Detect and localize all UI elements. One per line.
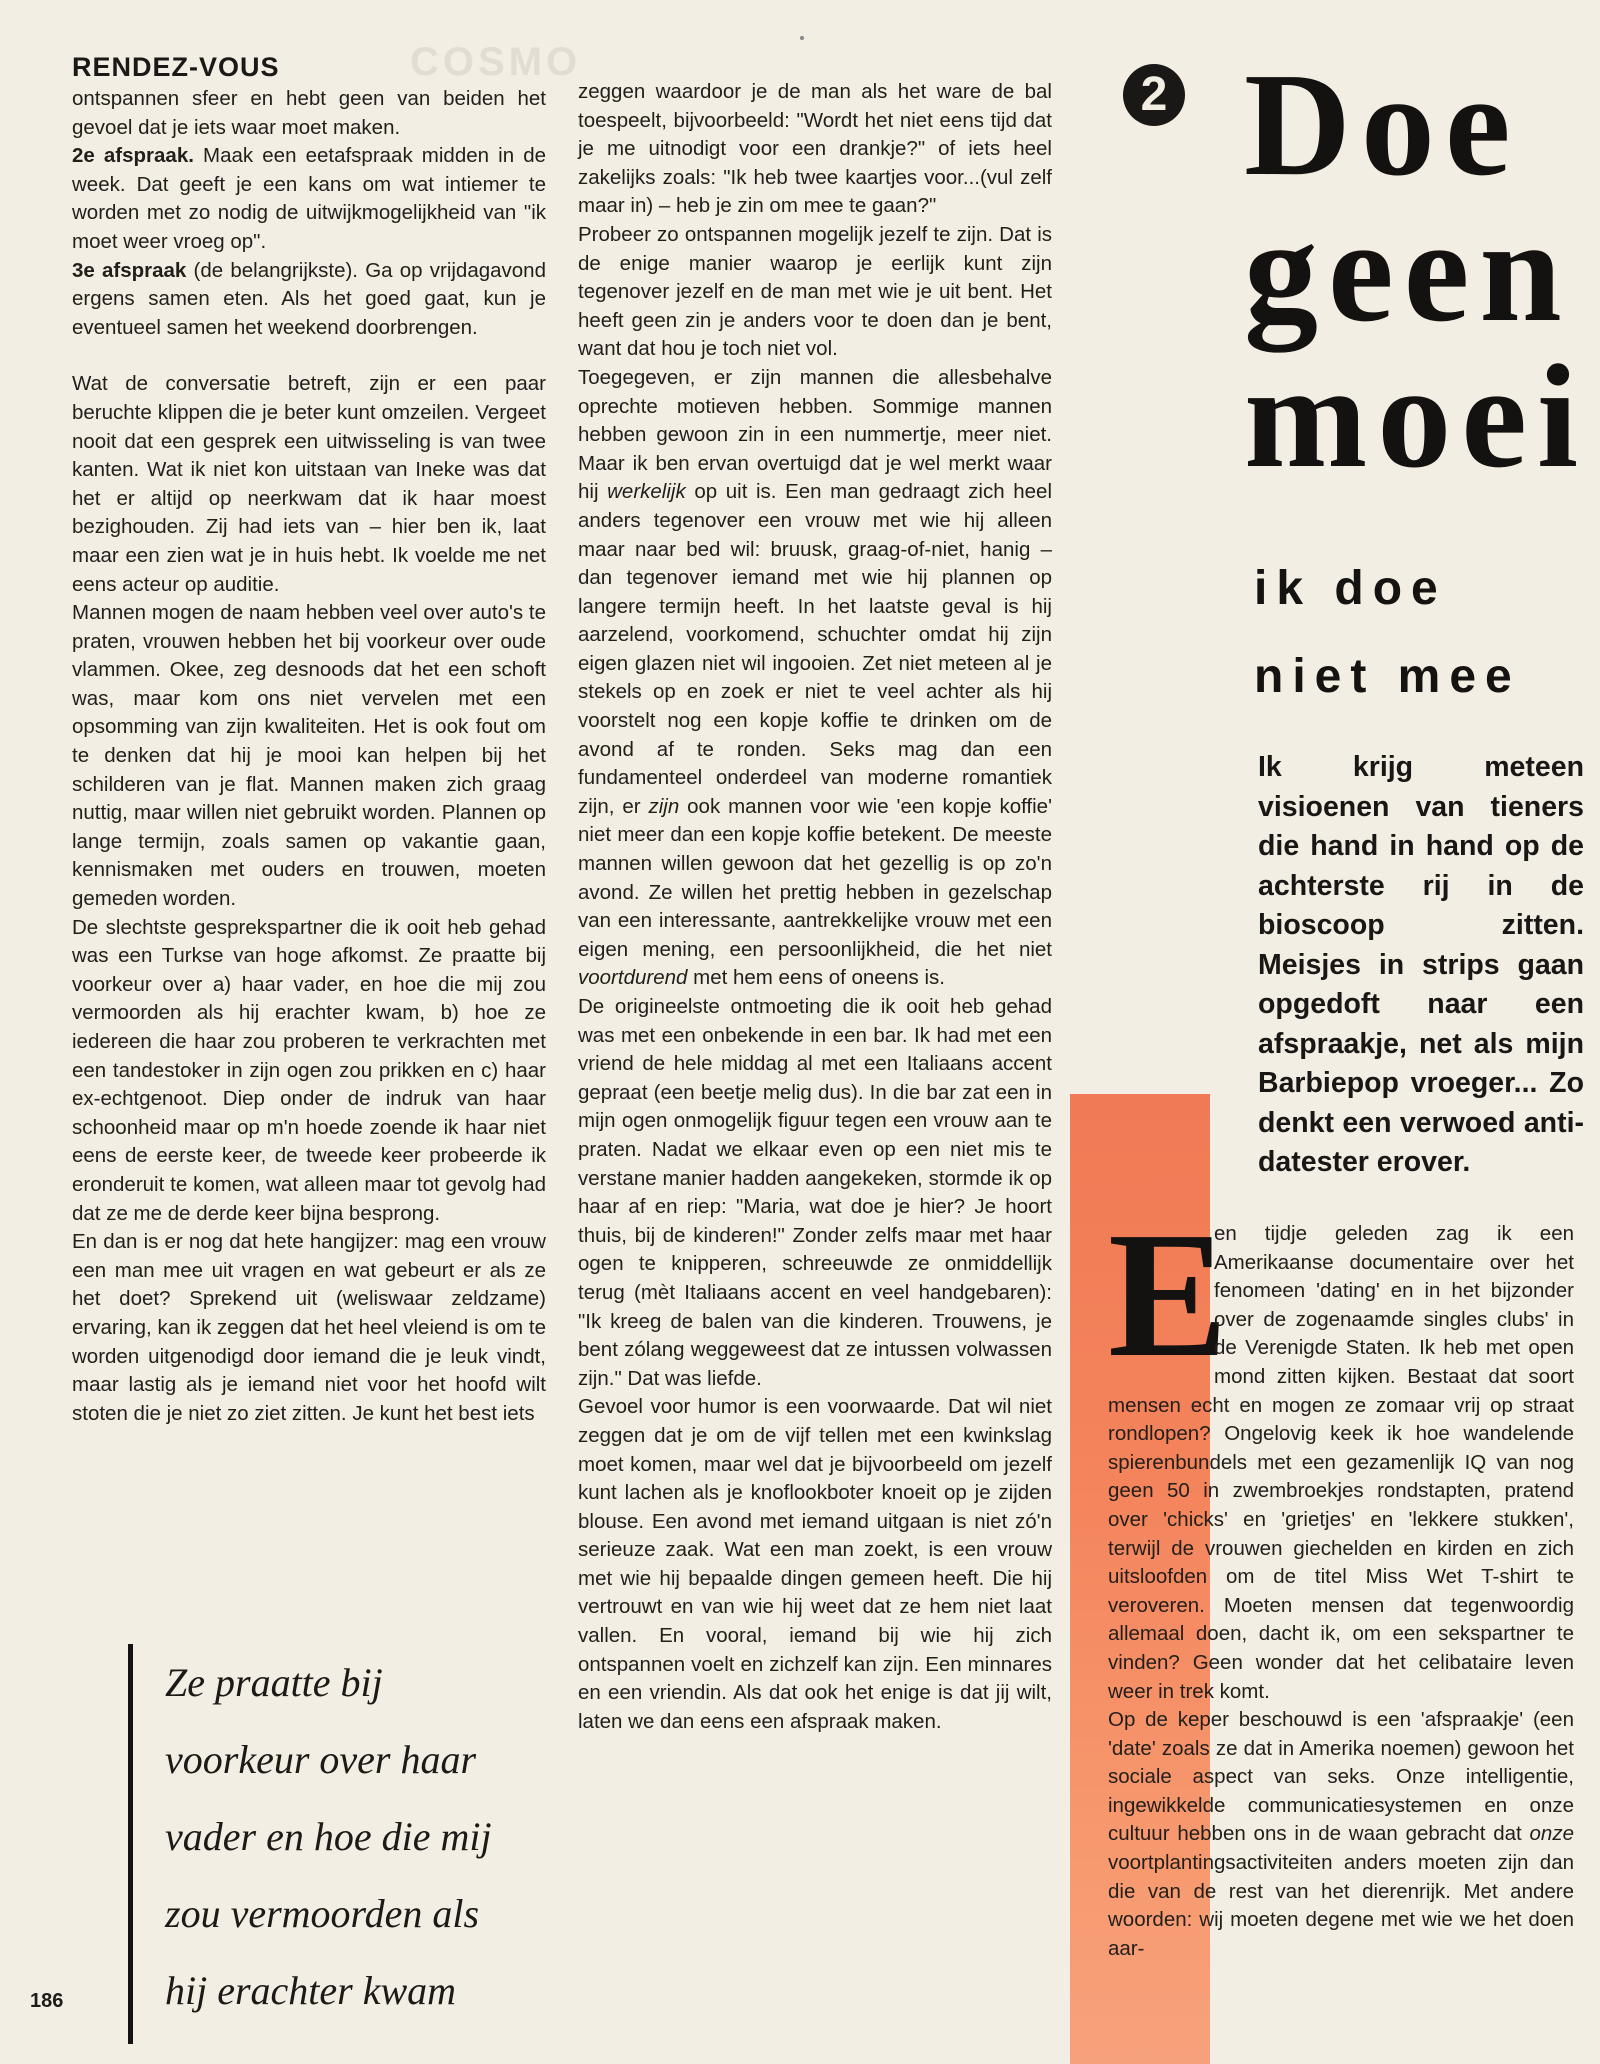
paragraph: zeggen waardoor je de man als het ware de bal toespeelt, bijvoorbeeld: "Wordt het niet eens tijd dat je me uitnodigt voor een drankje?" of iets heel zakelijks zoals: "Ik heb twee kaartjes voor...(vul zelf maar in) – heb je zin om mee te gaan?": [578, 80, 1052, 218]
title-line: moei: [1244, 335, 1589, 499]
pull-quote-line: hij erachter kwam: [165, 1968, 457, 2013]
paragraph-text: voortplantingsactiviteiten anders moeten zijn dan die van de rest van het dierenrijk. Met andere woorden: wij moeten degene met wie we het doen aar-: [1108, 1851, 1574, 1960]
emphasis: voortdurend: [578, 966, 688, 990]
column-2: [578, 78, 1052, 1736]
ghost-header: COSMO: [410, 40, 582, 84]
paragraph: De origineelste ontmoeting die ik ooit heb gehad was met een onbekende in een bar. Ik had met een vriend de hele middag al met een Italiaans accent gepraat (een beetje melig dus). In die bar zat een in mijn ogen onmogelijk figuur tegen een vrouw aan te praten. Nadat we elkaar even op een niet mis te verstane manier hadden aangekeken, stormde ik op haar af en riep: "Maria, wat doe je hier? Je hoort thuis, bij de kinderen!" Zonder zelfs maar met haar ogen te knipperen, schreeuwde ze onmiddellijk terug (mèt Italiaans accent en veel handgebaren): "Ik kreeg de balen van die kinderen. Trouwens, je bent zólang weggeweest dat ze intussen volwassen zijn." Dat was liefde.: [578, 995, 1052, 1390]
emphasis: zijn: [648, 794, 680, 818]
subtitle-line: ik doe: [1254, 562, 1447, 615]
page-number: 186: [30, 1990, 64, 2012]
title-line: geen: [1244, 189, 1572, 353]
paragraph-text: Maak een eetafspraak midden in de week. Dat geeft je een kans om wat intiemer te worden met zo nodig de uitwijkmogelijkheid van "ik moet weer vroeg op".: [72, 144, 546, 253]
column-1: [72, 85, 546, 1428]
paragraph-text: ook mannen voor wie 'een kopje koffie' niet meer dan een kopje koffie betekent. De meeste mannen willen gewoon dat het gezellig is op zo'n avond. Ze willen het prettig hebben in gezelschap van een interessante, aantrekkelijke vrouw met een eigen mening, een persoonlijkheid, die het niet: [578, 794, 1052, 961]
lead-label: 3e afspraak: [72, 258, 187, 282]
feature-subtitle: [1254, 545, 1600, 721]
paragraph: Probeer zo ontspannen mogelijk jezelf te zijn. Dat is de enige manier waarop je eerlijk kunt zijn tegenover jezelf en de man met wie je uit bent. Het heeft geen zin je anders voor te doen dan je bent, want dat hou je toch niet vol.: [578, 222, 1052, 361]
paragraph: [578, 364, 1052, 993]
pull-quote-line: Ze praatte bij: [165, 1660, 383, 1705]
paragraph: [72, 142, 546, 256]
paragraph: [1108, 1195, 1574, 1706]
feature-intro: Ik krijg meteen visioenen van tieners die hand in hand op de achterste rij in de bioscoop zitten. Meisjes in strips gaan opgedoft naar een afspraakje, net als mijn Barbiepop vroeger... Zo denkt een verwoed anti-datester erover.: [1258, 751, 1584, 1178]
paragraph-text: (de belangrijkste). Ga op vrijdagavond ergens samen eten. Als het goed gaat, kun je eventueel samen het weekend doorbrengen.: [72, 258, 546, 339]
section-label: RENDEZ-VOUS: [72, 52, 280, 82]
paragraph: [72, 257, 546, 343]
pull-quote-line: vader en hoe die mij: [165, 1814, 492, 1859]
emphasis: onze: [1529, 1822, 1574, 1846]
feature-number-badge: 2: [1123, 64, 1185, 126]
subtitle-line: niet mee: [1254, 650, 1521, 703]
paragraph: ontspannen sfeer en hebt geen van beiden het gevoel dat je iets waar moet maken.: [72, 87, 546, 139]
feature-title: [1244, 43, 1600, 499]
pull-quote-line: voorkeur over haar: [165, 1737, 477, 1782]
paragraph: [1108, 1706, 1574, 1963]
drop-cap: E: [1108, 1195, 1229, 1394]
title-line: Doe: [1244, 43, 1521, 207]
paragraph: De slechtste gesprekspartner die ik ooit heb gehad was een Turkse van hoge afkomst. Ze praatte bij voorkeur over a) haar vader, en hoe die mij zou vermoorden als hij erachter kwam, b) hoe ze iedereen die haar zou proberen te verkrachten met een tandestoker in zijn ogen zou prikken en c) haar ex-echtgenoot. Diep onder de indruk van haar schoonheid maar op m'n hoede zoende ik haar niet eens de eerste keer, de tweede keer probeerde ik eronderuit te komen, wat alleen maar tot gevolg had dat ze me de derde keer bijna besprong.: [72, 915, 546, 1225]
paragraph: Wat de conversatie betreft, zijn er een paar beruchte klippen die je beter kunt omzeilen. Vergeet nooit dat een gesprek een uitwisseling is van twee kanten. Wat ik niet kon uitstaan van Ineke was dat het er altijd op neerkwam dat ik haar moest bezighouden. Zij had iets van – hier ben ik, laat maar een zien wat je in huis hebt. Ik voelde me net eens acteur op auditie.: [72, 372, 546, 596]
paragraph: Gevoel voor humor is een voorwaarde. Dat wil niet zeggen dat je om de vijf tellen met een kwinkslag moet komen, maar wel dat je bijvoorbeeld om jezelf kunt lachen als je knoflookboter knoeit op je zijden blouse. Een avond met iemand uitgaan is niet zó'n serieuze zaak. Wat een man zoekt, is een vrouw met wie hij bepaalde dingen gemeen heeft. Die hij vertrouwt en van wie hij weet dat ze hem niet laat vallen. En vooral, iemand bij wie hij zich ontspannen voelt en zichzelf kan zijn. Een minnares en een vriendin. Als dat ook het enige is dat jij wilt, laten we dan eens een afspraak maken.: [578, 1395, 1052, 1733]
pull-quote: [128, 1644, 605, 2044]
pull-quote-line: zou vermoorden als: [165, 1891, 480, 1936]
paragraph-text: met hem eens of oneens is.: [687, 966, 945, 990]
paragraph-text: Toegegeven, er zijn mannen die allesbehalve oprechte motieven hebben. Sommige mannen hebben gewoon zin in een nummertje, meer niet. Maar ik ben ervan overtuigd dat je wel merkt waar hij: [578, 365, 1052, 504]
paragraph-text: en tijdje geleden zag ik een Amerikaanse documentaire over het fenomeen 'dating' en in het bijzonder over de zogenaamde singles clubs' in de Verenigde Staten. Ik heb met open mond zitten kijken. Bestaat dat soort mensen echt en mogen ze zomaar vrij op straat rondlopen? Ongelovig keek ik hoe wandelende spierenbundels met een gezamenlijk IQ van nog geen 50 in zwembroekjes rondstapten, pratend over 'chicks' en 'grietjes' en 'lekkere stukken', terwijl de vrouwen giechelden en kirden en zich uitsloofden om de titel Miss Wet T-shirt te veroveren. Moeten mensen dat tegenwoordig allemaal doen, dacht ik, om een sekspartner te vinden? Geen wonder dat het celibataire leven weer in trek komt.: [1108, 1222, 1574, 1703]
emphasis: werkelijk: [607, 480, 686, 504]
lead-label: 2e afspraak.: [72, 144, 194, 168]
paragraph-text: op uit is. Een man gedraagt zich heel anders tegenover een vrouw met wie hij alleen maar naar bed wil: bruusk, graag-of-niet, hanig – dan tegenover iemand met wie hij plannen op langere termijn heeft. In het laatste geval is hij aarzelend, voorkomend, schuchter omdat hij zijn eigen glazen niet wil ingooien. Zet niet meteen al je stekels op en zoek er niet te veel achter als hij voorstelt nog een kopje koffie te drinken om de avond af te ronden. Seks mag dan een fundamenteel onderdeel van moderne romantiek zijn, er: [578, 480, 1052, 818]
paragraph: Mannen mogen de naam hebben veel over auto's te praten, vrouwen hebben het bij voorkeur over oude vlammen. Okee, zeg desnoods dat het een schoft was, maar kom ons niet vervelen met een opsomming van zijn kwaliteiten. Het is ook fout om te denken dat hij je mooi kan helpen bij het schilderen van je flat. Mannen maken zich graag nuttig, maar willen niet gebruikt worden. Plannen op lange termijn, zoals samen op vakantie gaan, kennismaken met ouders en trouwen, moeten gemeden worden.: [72, 601, 546, 911]
paragraph: En dan is er nog dat hete hangijzer: mag een vrouw een man mee uit vragen en wat gebeurt er als ze het doet? Sprekend uit (weliswaar zeldzame) ervaring, kan ik zeggen dat het heel vleiend is om te worden uitgenodigd door iemand die je leuk vindt, maar lastig als je iemand niet voor het hoofd wilt stoten die je niet zo ziet zitten. Je kunt het best iets: [72, 1230, 546, 1425]
paragraph-text: Op de keper beschouwd is een 'afspraakje' (een 'date' zoals ze dat in Amerika noemen) gewoon het sociale aspect van seks. Onze intelligentie, ingewikkelde communicatiesystemen en onze cultuur hebben ons in de waan gebracht dat: [1108, 1708, 1574, 1846]
print-dot: [800, 36, 804, 40]
column-3: [1108, 1195, 1574, 1963]
